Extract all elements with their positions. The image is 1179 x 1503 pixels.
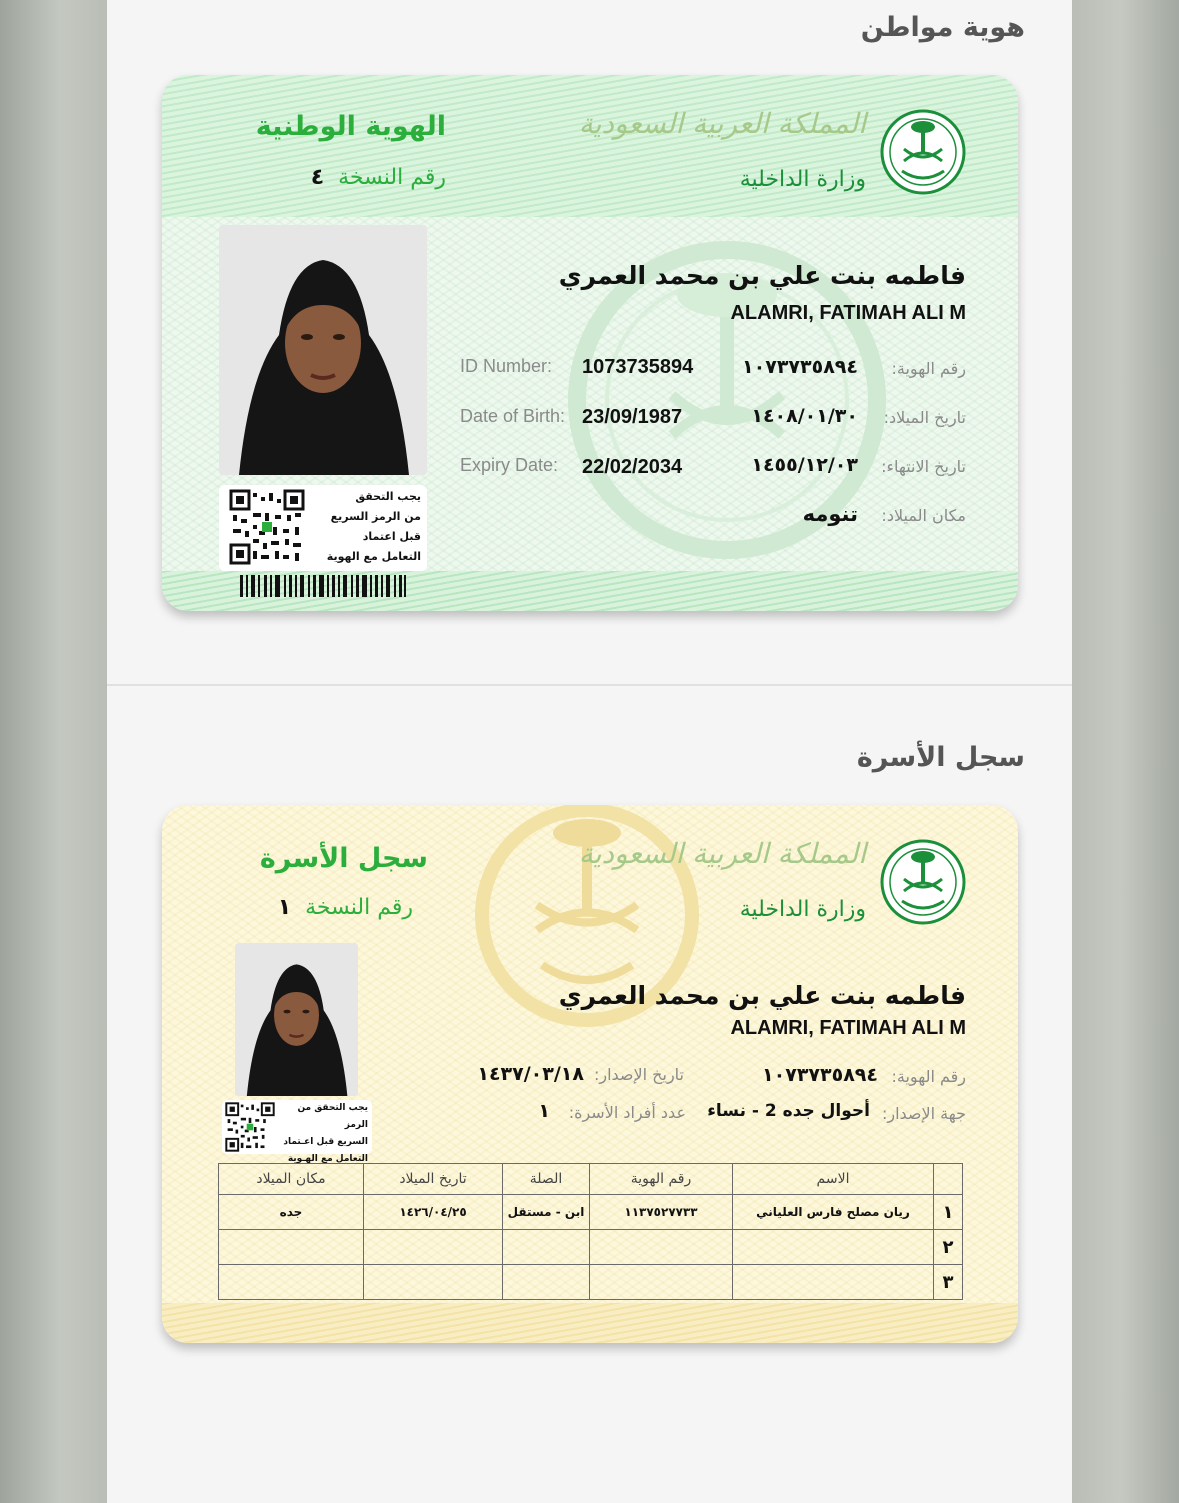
- ministry-name: وزارة الداخلية: [739, 897, 866, 922]
- member-relation: [503, 1265, 590, 1300]
- holder-name-arabic: فاطمه بنت علي بن محمد العمري: [558, 981, 966, 1010]
- birthplace-value: تنومه: [802, 502, 858, 526]
- member-dob: ١٤٢٦/٠٤/٢٥: [364, 1195, 503, 1230]
- qr-verification-box[interactable]: [219, 485, 427, 571]
- dob-value-arabic: ١٤٠٨/٠١/٣٠: [751, 405, 858, 427]
- issuer-value: أحوال جده 2 - نساء: [707, 1101, 870, 1121]
- gov-name-calligraphy: المملكة العربية السعودية: [578, 837, 866, 870]
- saudi-emblem-icon: [880, 109, 966, 195]
- section-divider: [107, 684, 1072, 686]
- portrait-photo: [219, 225, 427, 475]
- holder-name-english: ALAMRI, FATIMAH ALI M: [730, 1017, 966, 1039]
- member-name: [733, 1265, 934, 1300]
- qr-code-icon[interactable]: [229, 489, 305, 565]
- dob-label-arabic: تاريخ الميلاد:: [883, 408, 966, 427]
- person-photo-icon: [235, 943, 358, 1096]
- version-number: رقم النسخة٤: [310, 165, 446, 190]
- member-birthplace: [219, 1230, 364, 1265]
- row-index: ٣: [934, 1265, 963, 1300]
- issue-date-label: تاريخ الإصدار:: [593, 1065, 684, 1084]
- table-row: [219, 1195, 963, 1230]
- holder-name-arabic: فاطمه بنت علي بن محمد العمري: [558, 261, 966, 290]
- member-dob: [364, 1265, 503, 1300]
- qr-instruction-text: يجب التحقق من الرمز السريع قبل اعـتماد التعامل مع الهـوية: [283, 1103, 368, 1164]
- holder-name-english: ALAMRI, FATIMAH ALI M: [730, 302, 966, 324]
- member-id: [590, 1230, 733, 1265]
- barcode-icon: [240, 575, 406, 597]
- issuer-label: جهة الإصدار:: [881, 1104, 966, 1123]
- member-relation: [503, 1230, 590, 1265]
- member-dob: [364, 1230, 503, 1265]
- member-relation: ابن - مستقل: [503, 1195, 590, 1230]
- id-number-value: 1073735894: [582, 356, 694, 378]
- member-id: ١١٣٧٥٢٧٧٣٣: [590, 1195, 733, 1230]
- gov-name-calligraphy: المملكة العربية السعودية: [578, 107, 866, 140]
- row-index: ١: [934, 1195, 963, 1230]
- table-header-birthplace: مكان الميلاد: [219, 1164, 364, 1195]
- national-id-card[interactable]: [162, 75, 1018, 611]
- member-name: [733, 1230, 934, 1265]
- version-number: رقم النسخة١: [277, 895, 413, 920]
- table-row: [219, 1265, 963, 1300]
- member-birthplace: [219, 1265, 364, 1300]
- qr-instruction-text: يجب التحقق من الرمز السريع قبل اعتماد التعامل مع الهوية: [326, 490, 421, 563]
- id-number-value-arabic: ١٠٧٣٧٣٥٨٩٤: [742, 356, 858, 378]
- person-photo-icon: [219, 225, 427, 475]
- table-header-relation: الصلة: [503, 1164, 590, 1195]
- saudi-emblem-icon: [880, 839, 966, 925]
- card-title: الهوية الوطنية: [255, 111, 446, 142]
- members-count-value: ١: [538, 1100, 550, 1122]
- table-header-dob: تاريخ الميلاد: [364, 1164, 503, 1195]
- table-header-index: [934, 1164, 963, 1195]
- family-members-table: [218, 1163, 963, 1300]
- member-id: [590, 1265, 733, 1300]
- section-title-family-record: سجل الأسرة: [856, 742, 1025, 773]
- section-title-citizen-id: هوية مواطن: [860, 12, 1025, 43]
- qr-code-icon[interactable]: [225, 1102, 275, 1152]
- members-count-label: عدد أفراد الأسرة:: [568, 1103, 686, 1122]
- id-number-label-arabic: رقم الهوية:: [891, 359, 966, 378]
- issue-date-value: ١٤٣٧/٠٣/١٨: [477, 1063, 584, 1085]
- table-row: [219, 1230, 963, 1265]
- expiry-value: 22/02/2034: [582, 456, 683, 478]
- ministry-name: وزارة الداخلية: [739, 167, 866, 192]
- family-id-label: رقم الهوية:: [891, 1067, 966, 1086]
- member-name: ريان مصلح فارس العلياني: [733, 1195, 934, 1230]
- expiry-label-arabic: تاريخ الانتهاء:: [881, 457, 966, 476]
- portrait-photo: [235, 943, 358, 1096]
- dob-label: Date of Birth:: [460, 406, 566, 426]
- qr-verification-box[interactable]: [222, 1100, 372, 1164]
- family-id-value: ١٠٧٣٧٣٥٨٩٤: [762, 1064, 878, 1086]
- table-header-name: الاسم: [733, 1164, 934, 1195]
- row-index: ٢: [934, 1230, 963, 1265]
- card-title: سجل الأسرة: [259, 843, 428, 874]
- expiry-value-arabic: ١٤٥٥/١٢/٠٣: [751, 454, 858, 476]
- birthplace-label: مكان الميلاد:: [881, 506, 966, 525]
- dob-value: 23/09/1987: [582, 406, 683, 428]
- table-header-id: رقم الهوية: [590, 1164, 733, 1195]
- member-birthplace: جده: [219, 1195, 364, 1230]
- table-header-row: [219, 1164, 963, 1195]
- expiry-label: Expiry Date:: [460, 455, 559, 475]
- id-number-label: ID Number:: [460, 356, 553, 376]
- card-footer-band: [162, 1303, 1018, 1343]
